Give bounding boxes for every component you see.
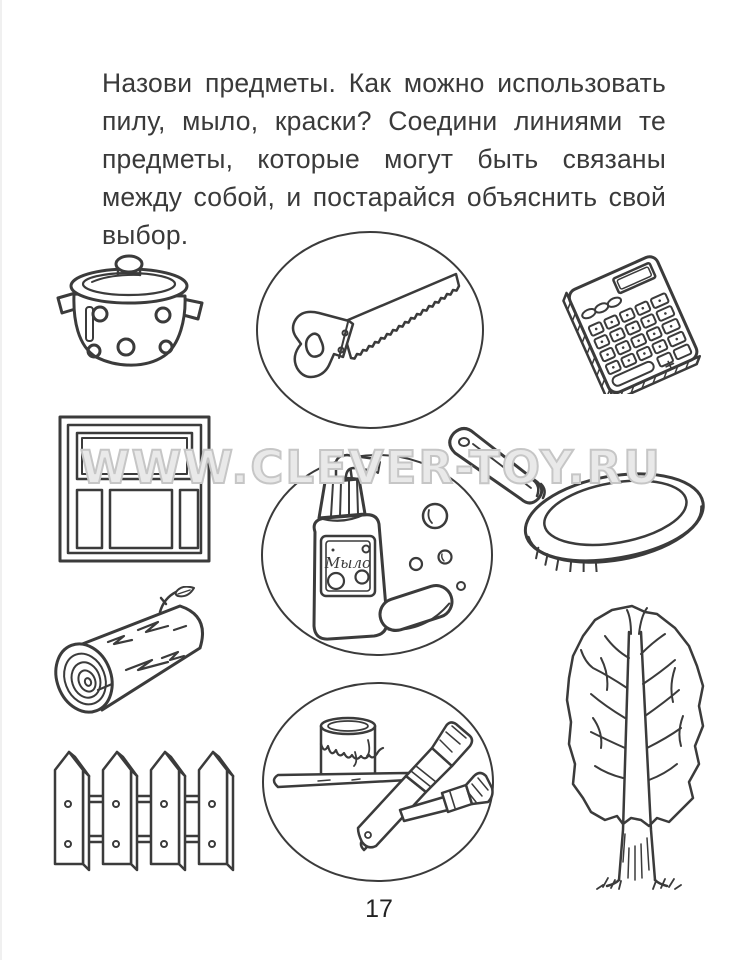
calculator-figure [545,248,705,394]
stick-figure [274,773,410,787]
paint-can-figure [321,718,383,778]
instruction-line: выбор. [102,220,189,250]
tree-figure [557,598,707,893]
instruction-line: предметы, которые могут быть связаны [102,144,666,174]
log-figure [42,586,207,721]
watermark: WWW.CLEVER-TOY.RU [80,441,662,494]
saw-circle-group [253,229,487,431]
soap-bottle-figure [314,455,387,639]
frying-pan-figure [437,422,707,572]
soap-bar-figure [376,581,457,636]
soap-label: Мыло [324,554,372,572]
instruction-line: пилу, мыло, краски? Соедини линиями те [102,106,666,136]
page-number: 17 [365,895,393,923]
window-figure [57,414,212,564]
paints-circle-group [260,680,496,884]
task-instruction [102,64,666,254]
instruction-line: между собой, и постарайся объяснить свой [102,182,666,212]
instruction-line: Назови предметы. Как можно использовать [102,68,666,98]
fence-figure [49,740,244,882]
saw-figure [293,274,459,377]
pot-figure [50,252,210,374]
